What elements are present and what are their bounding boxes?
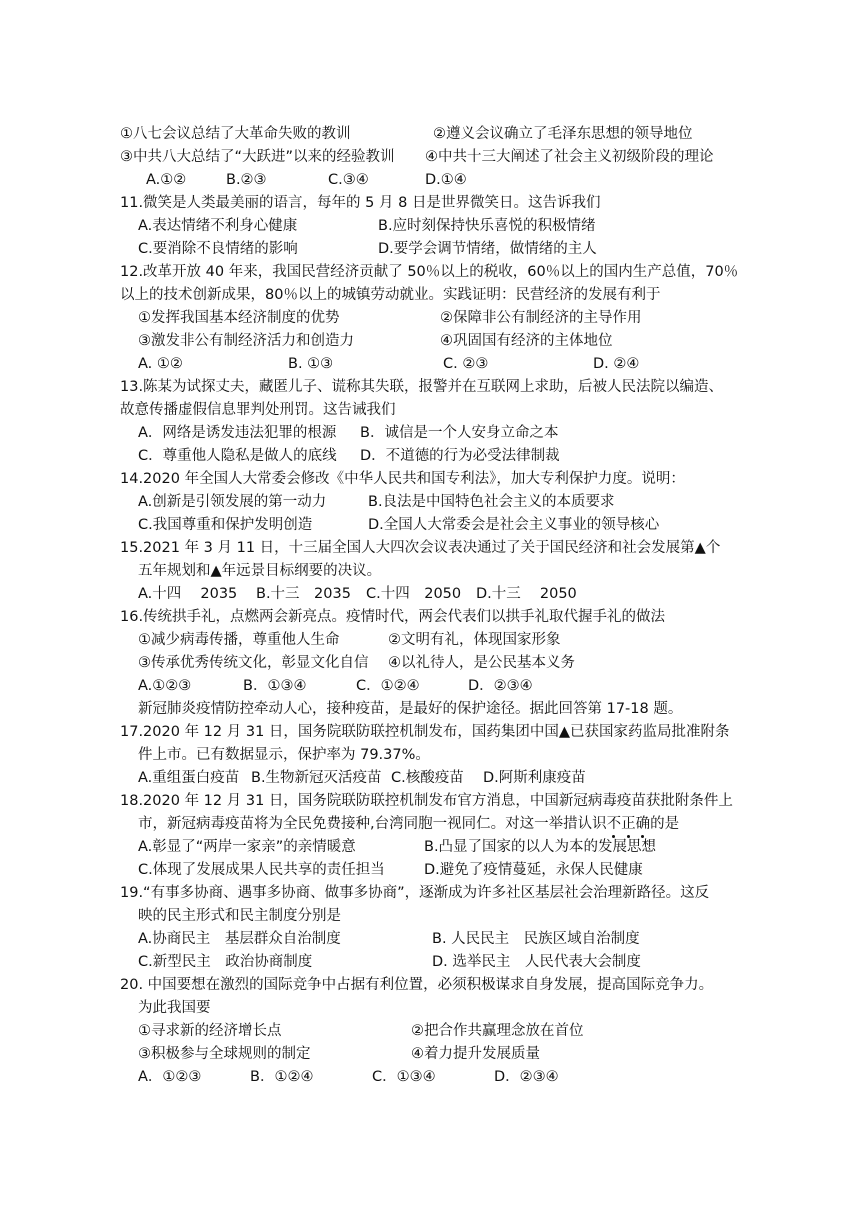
- q14-choices-row-1: [138, 492, 615, 514]
- q16-options-row-1: [138, 630, 561, 652]
- q19-stem-line-1: 19.“有事多协商、遇事多协商、做事多协商”，逐渐成为许多社区基层社会治理新路径。这反: [120, 885, 710, 901]
- q16-option-3: ③传承优秀传统文化，彰显文化自信: [138, 655, 369, 671]
- q12-stem-line-2: 以上的技术创新成果，80％以上的城镇劳动就业。实践证明：民营经济的发展有利于: [120, 287, 661, 303]
- q12-choices: [138, 354, 640, 376]
- q19-choices-row-2: [138, 952, 641, 974]
- q19-choice-d: D. 选举民主 人民代表大会制度: [432, 954, 641, 970]
- q12-choice-c: C. ②③: [443, 356, 489, 372]
- q16-option-4: ④以礼待人，是公民基本义务: [388, 655, 575, 671]
- q11-choice-d: D.要学会调节情绪，做情绪的主人: [378, 241, 597, 257]
- q17-stem-line-1: 17.2020 年 12 月 31 日，国务院联防联控机制发布，国药集团中国▲已获国家药监局批准附条: [120, 724, 730, 740]
- q10-options-row-2: [120, 147, 714, 169]
- q10-option-4: ④中共十三大阐述了社会主义初级阶段的理论: [425, 149, 714, 165]
- q17-stem-line-2: 件上市。已有数据显示，保护率为 79.37%。: [138, 747, 430, 763]
- q13-choices-row-1: [138, 423, 559, 445]
- q18-choice-b: B.凸显了国家的以人为本的发展思想: [424, 839, 657, 855]
- q13-stem-line-1: 13.陈某为试探丈夫，藏匿儿子、谎称其失联，报警并在互联网上求助，后被人民法院以编造、: [120, 379, 724, 395]
- q17-choices: [138, 768, 586, 790]
- q20-choice-d: D．②③④: [494, 1069, 559, 1085]
- q12-option-3: ③激发非公有制经济活力和创造力: [138, 333, 354, 349]
- q19-stem-line-2: 映的民主形式和民主制度分别是: [138, 908, 341, 924]
- q12-options-row-2: [138, 331, 613, 353]
- q10-choice-b: B.②③: [226, 172, 267, 188]
- q18-choice-a: A.彰显了“两岸一家亲”的亲情暖意: [138, 839, 356, 855]
- q18-choice-d: D.避免了疫情蔓延，永保人民健康: [424, 862, 643, 878]
- q19-choices-row-1: [138, 929, 640, 951]
- q15-choice-b: B.十三 2035: [256, 586, 351, 602]
- q12-option-1: ①发挥我国基本经济制度的优势: [138, 310, 340, 326]
- q20-choice-b: B．①②④: [250, 1069, 314, 1085]
- q14-choices-row-2: [138, 515, 660, 537]
- q19-choice-c: C.新型民主 政治协商制度: [138, 954, 313, 970]
- q13-choices-row-2: [138, 446, 560, 468]
- q12-stem-line-1: 12.改革开放 40 年来，我国民营经济贡献了 50％以上的税收，60％以上的国内生产总值，70％: [120, 264, 739, 280]
- q13-choice-d: D．不道德的行为必受法律制裁: [360, 448, 560, 464]
- q10-option-3: ③中共八大总结了“大跃进”以来的经验教训: [120, 149, 395, 165]
- q11-choice-b: B.应时刻保持快乐喜悦的积极情绪: [378, 218, 596, 234]
- q16-choice-a: A.①②③: [138, 678, 192, 694]
- q17-choice-d: D.阿斯利康疫苗: [483, 770, 586, 786]
- q16-choice-b: B．①③④: [243, 678, 307, 694]
- q18-emphasis-char: 不: [606, 816, 622, 832]
- q20-options-row-1: [138, 1021, 584, 1043]
- q17-choice-a: A.重组蛋白疫苗: [138, 770, 240, 786]
- q20-stem-line-1: 20. 中国要想在激烈的国际竞争中占据有利位置，必须积极谋求自身发展，提高国际竞争力。: [120, 977, 714, 993]
- q14-choice-b: B.良法是中国特色社会主义的本质要求: [368, 494, 615, 510]
- q18-choice-c: C.体现了发展成果人民共享的责任担当: [138, 862, 385, 878]
- q20-option-3: ③积极参与全球规则的制定: [138, 1046, 311, 1062]
- q13-stem-line-2: 故意传播虚假信息罪判处刑罚。这告诫我们: [120, 402, 396, 418]
- q16-choices: [138, 676, 533, 698]
- q20-choice-c: C．①③④: [372, 1069, 436, 1085]
- q18-stem-text: 市，新冠病毒疫苗将为全民免费接种,台湾同胞一视同仁。对这一举措认识: [138, 816, 607, 832]
- q16-option-2: ②文明有礼，体现国家形象: [388, 632, 561, 648]
- q17-choice-b: B.生物新冠灭活疫苗: [251, 770, 382, 786]
- q12-option-2: ②保障非公有制经济的主导作用: [440, 310, 642, 326]
- q17-choice-c: C.核酸疫苗: [391, 770, 464, 786]
- q10-choice-c: C.③④: [328, 172, 369, 188]
- q11-choice-a: A.表达情绪不利身心健康: [138, 218, 298, 234]
- q10-choice-a: A.①②: [146, 172, 187, 188]
- q18-choices-row-1: [138, 837, 657, 859]
- q18-emphasis-char: 确: [635, 816, 651, 832]
- q11-choices-row-2: [138, 239, 597, 261]
- q18-stem-line-1: 18.2020 年 12 月 31 日，国务院联防联控机制发布官方消息，中国新冠病毒疫苗获批附条件上: [120, 793, 733, 809]
- q20-choices: [138, 1067, 559, 1089]
- q14-choice-d: D.全国人大常委会是社会主义事业的领导核心: [368, 517, 660, 533]
- q13-choice-b: B．诚信是一个人安身立命之本: [360, 425, 559, 441]
- q12-choice-d: D. ②④: [593, 356, 640, 372]
- q10-choice-d: D.①④: [425, 172, 467, 188]
- q16-choice-c: C．①②④: [356, 678, 420, 694]
- q18-stem-line-2: [138, 814, 679, 836]
- q18-emphasis-char: 正: [621, 816, 636, 832]
- q12-options-row-1: [138, 308, 642, 330]
- q12-choice-b: B. ①③: [288, 356, 334, 372]
- q20-options-row-2: [138, 1044, 540, 1066]
- q16-options-row-2: [138, 653, 575, 675]
- q15-choice-a: A.十四 2035: [138, 586, 238, 602]
- q16-choice-d: D．②③④: [468, 678, 533, 694]
- q20-stem-line-2: 为此我国要: [138, 1000, 211, 1016]
- q18-choices-row-2: [138, 860, 643, 882]
- q13-choice-c: C．尊重他人隐私是做人的底线: [138, 448, 337, 464]
- q20-choice-a: A．①②③: [138, 1069, 202, 1085]
- q10-options-row-1: [120, 124, 693, 146]
- q13-choice-a: A．网络是诱发违法犯罪的根源: [138, 425, 337, 441]
- q10-option-2: ②遵义会议确立了毛泽东思想的领导地位: [433, 126, 693, 142]
- q15-choices: [138, 584, 577, 606]
- q14-choice-c: C.我国尊重和保护发明创造: [138, 517, 313, 533]
- q11-choices-row-1: [138, 216, 596, 238]
- q12-choice-a: A. ①②: [138, 356, 183, 372]
- q20-option-4: ④着力提升发展质量: [411, 1046, 540, 1062]
- q16-option-1: ①减少病毒传播，尊重他人生命: [138, 632, 340, 648]
- q15-stem-line-1: 15.2021 年 3 月 11 日，十三届全国人大四次会议表决通过了关于国民经济和社会发展第▲个: [120, 540, 721, 556]
- q11-choice-c: C.要消除不良情绪的影响: [138, 241, 298, 257]
- q15-choice-d: D.十三 2050: [476, 586, 577, 602]
- q14-choice-a: A.创新是引领发展的第一动力: [138, 494, 327, 510]
- q14-stem: 14.2020 年全国人大常委会修改《中华人民共和国专利法》，加大专利保护力度。说明：: [120, 471, 685, 487]
- q15-choice-c: C.十四 2050: [366, 586, 462, 602]
- q12-option-4: ④巩固国有经济的主体地位: [440, 333, 613, 349]
- q20-option-1: ①寻求新的经济增长点: [138, 1023, 282, 1039]
- q15-stem-line-2: 五年规划和▲年远景目标纲要的决议。: [138, 563, 382, 579]
- q11-stem: 11.微笑是人类最美丽的语言，每年的 5 月 8 日是世界微笑日。这告诉我们: [120, 195, 601, 211]
- q18-stem-end: 的是: [650, 816, 680, 832]
- q16-stem: 16.传统拱手礼，点燃两会新亮点。疫情时代，两会代表们以拱手礼取代握手礼的做法: [120, 609, 666, 625]
- q19-choice-a: A.协商民主 基层群众自治制度: [138, 931, 341, 947]
- q19-choice-b: B. 人民民主 民族区域自治制度: [432, 931, 640, 947]
- q10-option-1: ①八七会议总结了大革命失败的教训: [120, 126, 351, 142]
- intro-17-18: 新冠肺炎疫情防控牵动人心，接种疫苗，是最好的保护途径。据此回答第 17-18 题。: [138, 701, 683, 717]
- q20-option-2: ②把合作共赢理念放在首位: [411, 1023, 584, 1039]
